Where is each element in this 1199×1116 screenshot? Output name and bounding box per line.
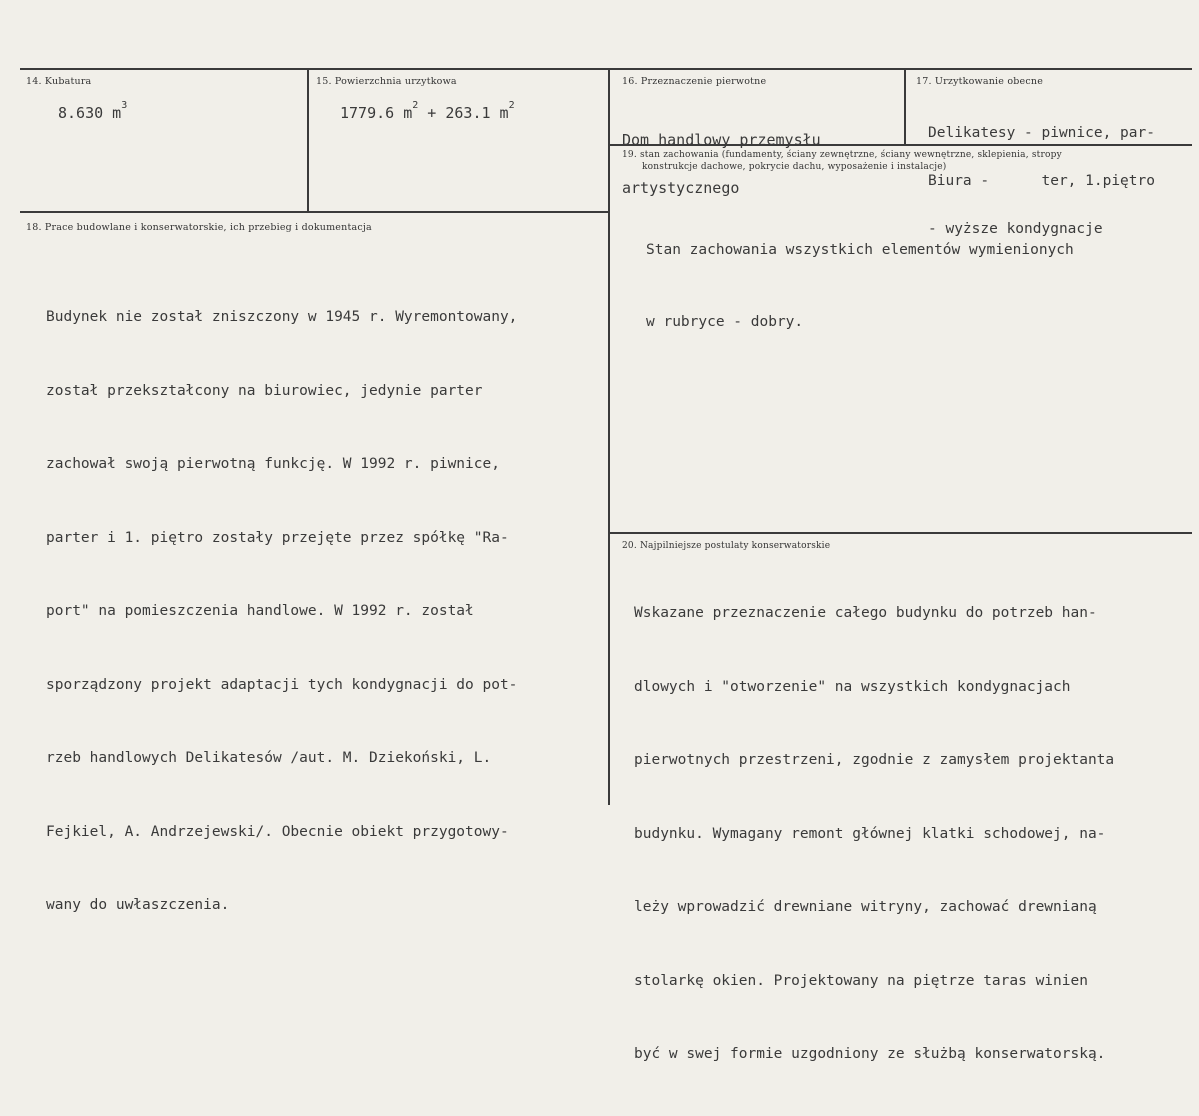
przeznaczenie-pierwotne-label: 16. Przeznaczenie pierwotne <box>622 76 767 87</box>
powierzchnia-label: 15. Powierzchnia urzytkowa <box>316 76 457 87</box>
kubatura-value: 8.630 $m^3$ <box>58 100 128 122</box>
stan-zachowania-text: Stan zachowania wszystkich elementów wymienionych w rubryce - dobry. <box>646 242 1074 330</box>
rule-18 <box>20 211 608 213</box>
kubatura-label: 14. Kubatura <box>26 76 92 87</box>
przeznaczenie-pierwotne-value: Dom handlowy przemysłu artystycznego <box>622 131 821 197</box>
postulaty-text: Wskazane przeznaczenie całego budynku do potrzeb han- dlowych i "otworzenie" na wszystkich kondygnacjach pierwotnych przestrzeni, zgodnie z zamysłem projektanta budynku. Wymagany remont głównej klatki schodowej, na- leży wprowadzić drewniane witryny, zachować drewnianą stolarkę okien. Projektowany na piętrze taras winien być w swej formie uzgodniony ze służbą konserwatorską. <box>634 605 1115 1062</box>
powierzchnia-value: 1779.6 $m^2 + 263.1$ $m^2$ <box>340 100 515 122</box>
postulaty-label: 20. Najpilniejsze postulaty konserwatorskie <box>622 541 831 551</box>
uzytkowanie-obecne-label: 17. Urzytkowanie obecne <box>916 76 1044 87</box>
top-rule <box>20 68 1192 70</box>
divider-14-15 <box>307 70 309 212</box>
rule-20 <box>610 532 1192 534</box>
divider-16-17 <box>904 70 906 145</box>
stan-zachowania-label-2: konstrukcje dachowe, pokrycie dachu, wyposażenie i instalacje) <box>642 162 947 172</box>
uzytkowanie-obecne-value: Delikatesy - piwnice, par- Biura - ter, 1.piętro - wyższe kondygnacje <box>928 125 1155 237</box>
prace-budowlane-label: 18. Prace budowlane i konserwatorskie, ich przebieg i dokumentacja <box>26 222 372 233</box>
stan-zachowania-label-1: 19. stan zachowania (fundamenty, ściany zewnętrzne, ściany wewnętrzne, sklepienia, stropy <box>622 150 1062 160</box>
prace-budowlane-text: Budynek nie został zniszczony w 1945 r. Wyremontowany, został przekształcony na biurowiec, jedynie parter zachował swoją pierwotną funkcję. W 1992 r. piwnice, parter i 1. piętro zostały przejęte przez spółkę "Ra- port" na pomieszczenia handlowe. W 1992 r. został sporządzony projekt adaptacji tych kondygnacji do pot- rzeb handlowych Delikatesów /aut. M. Dziekoński, L. Fejkiel, A. Andrzejewski/. Obecnie obiekt przygotowy- wany do uwłaszczenia. <box>46 309 518 913</box>
divider-main <box>608 70 610 805</box>
